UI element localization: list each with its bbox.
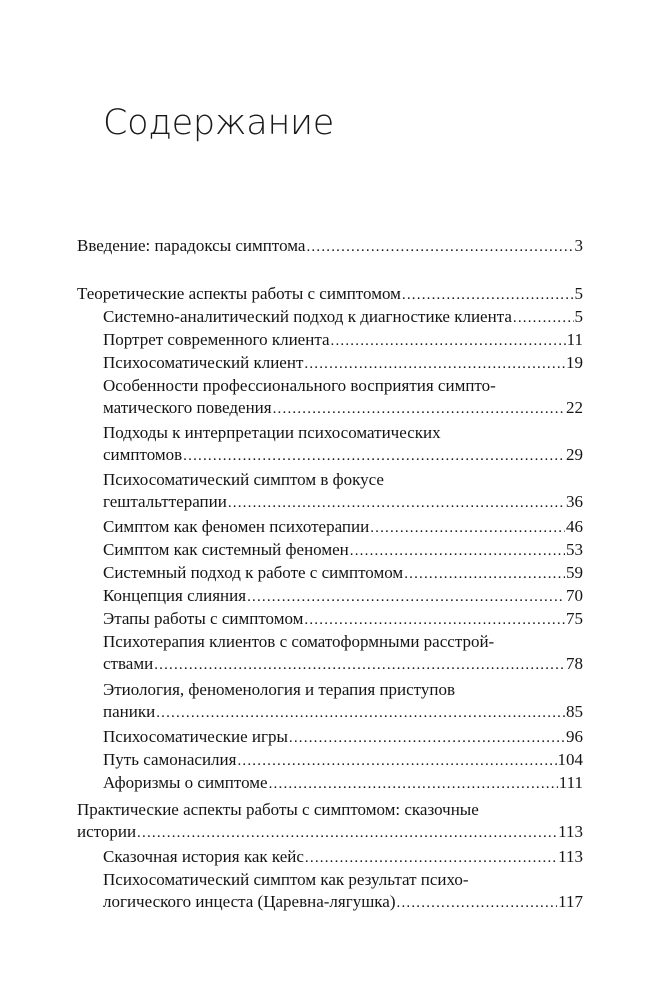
dot-leader xyxy=(228,492,565,514)
toc-page-number: 36 xyxy=(566,492,583,511)
toc-entry-title: Психосоматические игры xyxy=(103,727,288,746)
toc-entry-title: Концепция слияния xyxy=(103,586,247,605)
toc-subsection-entry[interactable] xyxy=(103,539,583,562)
toc-entry-title: Афоризмы о симптоме xyxy=(103,773,268,792)
dot-leader xyxy=(404,563,565,585)
toc-subsection-entry[interactable] xyxy=(103,329,583,352)
toc-entry-title-line: Подходы к интерпретации психосоматических xyxy=(103,423,441,442)
toc-entry-title: гештальттерапии xyxy=(103,492,227,511)
toc-page-number: 111 xyxy=(558,773,583,792)
dot-leader xyxy=(156,702,565,724)
dot-leader xyxy=(289,727,565,749)
toc-page-number: 113 xyxy=(558,822,583,841)
toc-page-number: 3 xyxy=(574,236,583,255)
toc-subsection-entry[interactable] xyxy=(103,846,583,869)
toc-subsection-entry[interactable] xyxy=(103,516,583,539)
toc-page-number: 22 xyxy=(566,398,583,417)
toc-entry-title-line: Этиология, феноменология и терапия приступов xyxy=(103,680,456,699)
toc-subsection-entry[interactable] xyxy=(103,608,583,631)
dot-leader xyxy=(304,609,565,631)
toc-page-number: 29 xyxy=(566,445,583,464)
page-title: Содержание xyxy=(103,103,335,143)
toc-entry-title: логического инцеста (Царевна-лягушка) xyxy=(103,892,396,911)
toc-page-number: 19 xyxy=(566,353,583,372)
dot-leader xyxy=(247,586,565,608)
toc-subsection-entry[interactable] xyxy=(103,306,583,329)
toc-subsection-entry[interactable] xyxy=(103,562,583,585)
toc-entry-title: Симптом как системный феномен xyxy=(103,540,349,559)
toc-entry-title: Психосоматический клиент xyxy=(103,353,304,372)
toc-subsection-entry[interactable] xyxy=(103,772,583,795)
dot-leader xyxy=(350,540,565,562)
toc-entry-title: ствами xyxy=(103,654,154,673)
toc-page-number: 70 xyxy=(566,586,583,605)
toc-entry-title: Сказочная история как кейс xyxy=(103,847,304,866)
toc-entry-title: Портрет современного клиента xyxy=(103,330,330,349)
toc-subsection-entry[interactable] xyxy=(103,869,583,914)
toc-entry-title-line: Практические аспекты работы с симптомом: сказочные xyxy=(77,800,479,819)
toc-entry-title: Этапы работы с симптомом xyxy=(103,609,304,628)
toc-entry-title-line: Психосоматический симптом как результат психо- xyxy=(103,870,469,889)
toc-page-number: 5 xyxy=(574,284,583,303)
toc-subsection-entry[interactable] xyxy=(103,749,583,772)
dot-leader xyxy=(331,330,566,352)
toc-page-number: 104 xyxy=(557,750,583,769)
toc-entry-title: Системно-аналитический подход к диагностике клиента xyxy=(103,307,512,326)
dot-leader xyxy=(513,307,574,329)
dot-leader xyxy=(304,353,565,375)
toc-page-number: 113 xyxy=(558,847,583,866)
dot-leader xyxy=(273,398,565,420)
toc-entry-title: Введение: парадоксы симптома xyxy=(77,236,306,255)
toc-page-number: 96 xyxy=(566,727,583,746)
toc-entry-title: Путь самонасилия xyxy=(103,750,237,769)
toc-section-entry[interactable] xyxy=(77,799,583,844)
dot-leader xyxy=(370,517,565,539)
toc-subsection-entry[interactable] xyxy=(103,726,583,749)
toc-entry-title: истории xyxy=(77,822,137,841)
toc-subsection-entry[interactable] xyxy=(103,585,583,608)
toc-page-number: 11 xyxy=(566,330,583,349)
toc-entry-title: Системный подход к работе с симптомом xyxy=(103,563,404,582)
dot-leader xyxy=(137,822,557,844)
toc-page-number: 46 xyxy=(566,517,583,536)
dot-leader xyxy=(397,892,558,914)
dot-leader xyxy=(154,654,565,676)
toc-entry-title: симптомов xyxy=(103,445,183,464)
toc-subsection-entry[interactable] xyxy=(103,352,583,375)
dot-leader xyxy=(269,773,558,795)
dot-leader xyxy=(183,445,565,467)
toc-page-number: 53 xyxy=(566,540,583,559)
toc-section-entry[interactable] xyxy=(77,235,583,258)
dot-leader xyxy=(305,847,557,869)
dot-leader xyxy=(306,236,573,258)
toc-page-number: 5 xyxy=(574,307,583,326)
toc-subsection-entry[interactable] xyxy=(103,679,583,724)
toc-subsection-entry[interactable] xyxy=(103,469,583,514)
toc-subsection-entry[interactable] xyxy=(103,631,583,676)
toc-entry-title-line: Особенности профессионального восприятия симпто- xyxy=(103,376,496,395)
toc-entry-title: паники xyxy=(103,702,156,721)
toc-page-number: 78 xyxy=(566,654,583,673)
toc-section-entry[interactable] xyxy=(77,283,583,306)
toc-page-number: 85 xyxy=(566,702,583,721)
toc-subsection-entry[interactable] xyxy=(103,375,583,420)
toc-page-number: 75 xyxy=(566,609,583,628)
toc-page-number: 59 xyxy=(566,563,583,582)
toc-entry-title-line: Психосоматический симптом в фокусе xyxy=(103,470,384,489)
toc-entry-title: матического поведения xyxy=(103,398,272,417)
toc-entry-title: Симптом как феномен психотерапии xyxy=(103,517,370,536)
dot-leader xyxy=(402,284,574,306)
toc-entry-title-line: Психотерапия клиентов с соматоформными расстрой- xyxy=(103,632,495,651)
toc-entry-title: Теоретические аспекты работы с симптомом xyxy=(77,284,401,303)
dot-leader xyxy=(237,750,556,772)
toc-page-number: 117 xyxy=(558,892,583,911)
toc-subsection-entry[interactable] xyxy=(103,422,583,467)
